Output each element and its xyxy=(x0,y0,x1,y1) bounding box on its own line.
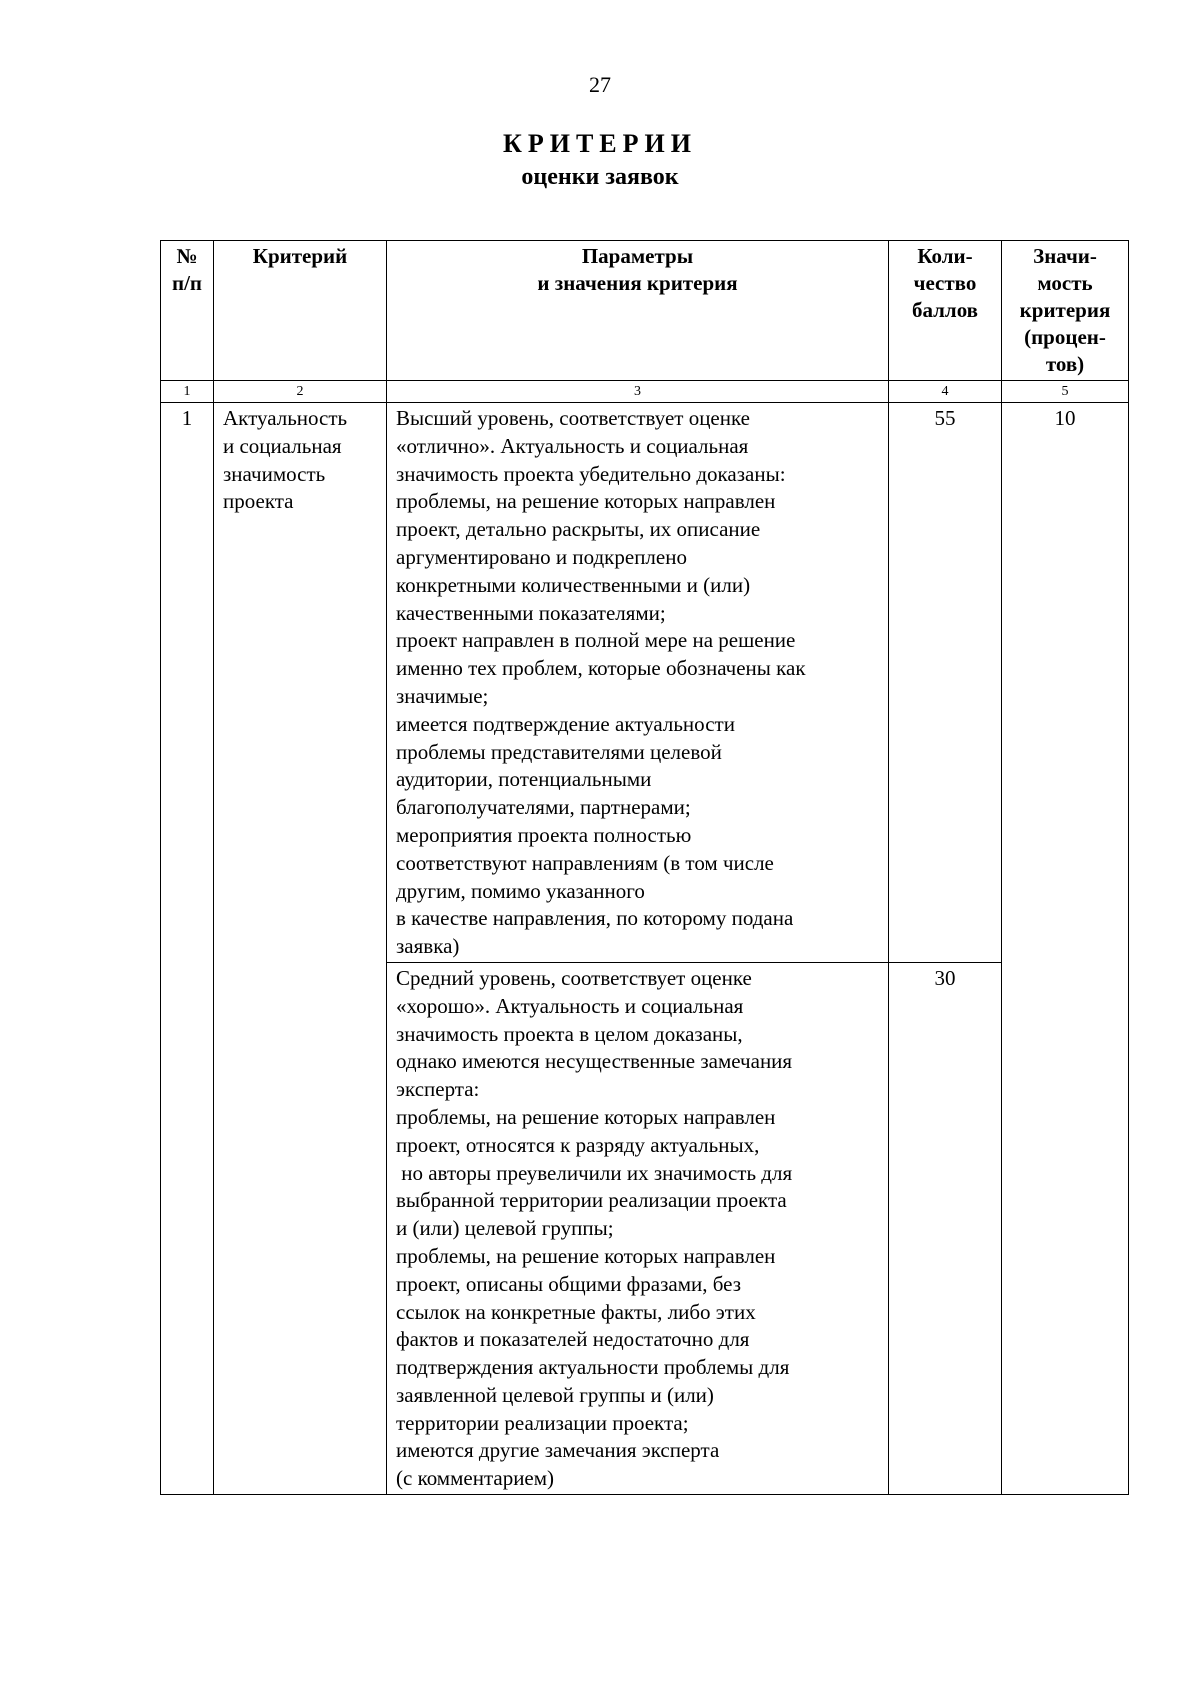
text-line: благополучателями, партнерами; xyxy=(396,795,691,820)
text-line: значимость проекта убедительно доказаны: xyxy=(396,461,786,486)
text-line: подтверждения актуальности проблемы для xyxy=(396,1355,790,1380)
header-line: тов) xyxy=(1045,352,1085,376)
table-header-row xyxy=(161,241,1129,381)
header-significance xyxy=(1002,241,1129,381)
header-line: чество xyxy=(913,271,977,295)
text-line: проблемы, на решение которых направлен xyxy=(396,1243,776,1268)
text-line: территории реализации проекта; xyxy=(396,1410,689,1435)
text-line: аудитории, потенциальными xyxy=(396,767,652,792)
text-line: «отлично». Актуальность и социальная xyxy=(396,433,749,458)
text-line: проект, относятся к разряду актуальных, xyxy=(396,1132,760,1157)
criteria-table xyxy=(160,240,1129,1495)
text-line: эксперта: xyxy=(396,1077,480,1102)
text-line: проблемы, на решение которых направлен xyxy=(396,1104,776,1129)
criterion-name xyxy=(214,403,387,1495)
page-number: 27 xyxy=(589,72,611,97)
text-line: проект, описаны общими фразами, без xyxy=(396,1271,742,1296)
table-row xyxy=(161,403,1129,963)
text-line: значимость проекта в целом доказаны, xyxy=(396,1021,743,1046)
header-line: п/п xyxy=(171,271,203,295)
header-line: критерия xyxy=(1019,298,1111,322)
text-line: «хорошо». Актуальность и социальная xyxy=(396,993,744,1018)
text-line: но авторы преувеличили их значимость для xyxy=(396,1160,793,1185)
text-line: конкретными количественными и (или) xyxy=(396,572,751,597)
header-line: Коли- xyxy=(917,244,973,268)
text-line: другим, помимо указанного xyxy=(396,878,645,903)
header-line: Значи- xyxy=(1033,244,1097,268)
header-parameters xyxy=(387,241,889,381)
text-line: в качестве направления, по которому подана xyxy=(396,906,794,931)
level-description-medium xyxy=(387,962,889,1494)
text-line: аргументировано и подкреплено xyxy=(396,544,687,569)
column-number: 1 xyxy=(161,381,214,403)
text-line: однако имеются несущественные замечания xyxy=(396,1049,793,1074)
text-line: Средний уровень, соответствует оценке xyxy=(396,965,752,990)
text-line: фактов и показателей недостаточно для xyxy=(396,1327,750,1352)
column-number: 5 xyxy=(1002,381,1129,403)
header-line: № xyxy=(176,244,198,268)
text-line: значимые; xyxy=(396,683,489,708)
text-line: проект направлен в полной мере на решение xyxy=(396,628,796,653)
text-line: именно тех проблем, которые обозначены как xyxy=(396,656,806,681)
text-line: качественными показателями; xyxy=(396,600,666,625)
text-line: имеются другие замечания эксперта xyxy=(396,1438,720,1463)
text-line: и (или) целевой группы; xyxy=(396,1216,614,1241)
criterion-line: значимость xyxy=(223,461,326,486)
points-medium: 30 xyxy=(889,962,1002,1494)
column-number: 2 xyxy=(214,381,387,403)
column-number: 3 xyxy=(387,381,889,403)
text-line: Высший уровень, соответствует оценке xyxy=(396,406,750,430)
header-line: и значения критерия xyxy=(537,271,738,295)
header-line: баллов xyxy=(911,298,979,322)
column-numbers-row xyxy=(161,381,1129,403)
header-criterion xyxy=(214,241,387,381)
row-number: 1 xyxy=(161,403,214,1495)
text-line: соответствуют направлениям (в том числе xyxy=(396,850,774,875)
criterion-line: Актуальность xyxy=(223,406,348,430)
text-line: имеется подтверждение актуальности xyxy=(396,711,735,736)
text-line: заявка) xyxy=(396,934,460,959)
header-line: Параметры xyxy=(581,244,694,268)
header-number xyxy=(161,241,214,381)
text-line: заявленной целевой группы и (или) xyxy=(396,1382,714,1407)
text-line: проект, детально раскрыты, их описание xyxy=(396,517,761,542)
criterion-line: и социальная xyxy=(223,433,342,458)
text-line: (с комментарием) xyxy=(396,1466,555,1491)
header-points xyxy=(889,241,1002,381)
header-line: (процен- xyxy=(1024,325,1106,349)
document-title: КРИТЕРИИ xyxy=(503,129,697,158)
criterion-significance: 10 xyxy=(1002,403,1129,1495)
points-high: 55 xyxy=(889,403,1002,963)
text-line: проблемы представителями целевой xyxy=(396,739,722,764)
document-subtitle: оценки заявок xyxy=(521,164,679,190)
text-line: мероприятия проекта полностью xyxy=(396,822,692,847)
text-line: ссылок на конкретные факты, либо этих xyxy=(396,1299,756,1324)
header-line: мость xyxy=(1037,271,1093,295)
header-line: Критерий xyxy=(252,244,348,268)
column-number: 4 xyxy=(889,381,1002,403)
level-description-high xyxy=(387,403,889,963)
text-line: проблемы, на решение которых направлен xyxy=(396,489,776,514)
criterion-line: проекта xyxy=(223,489,294,514)
text-line: выбранной территории реализации проекта xyxy=(396,1188,787,1213)
